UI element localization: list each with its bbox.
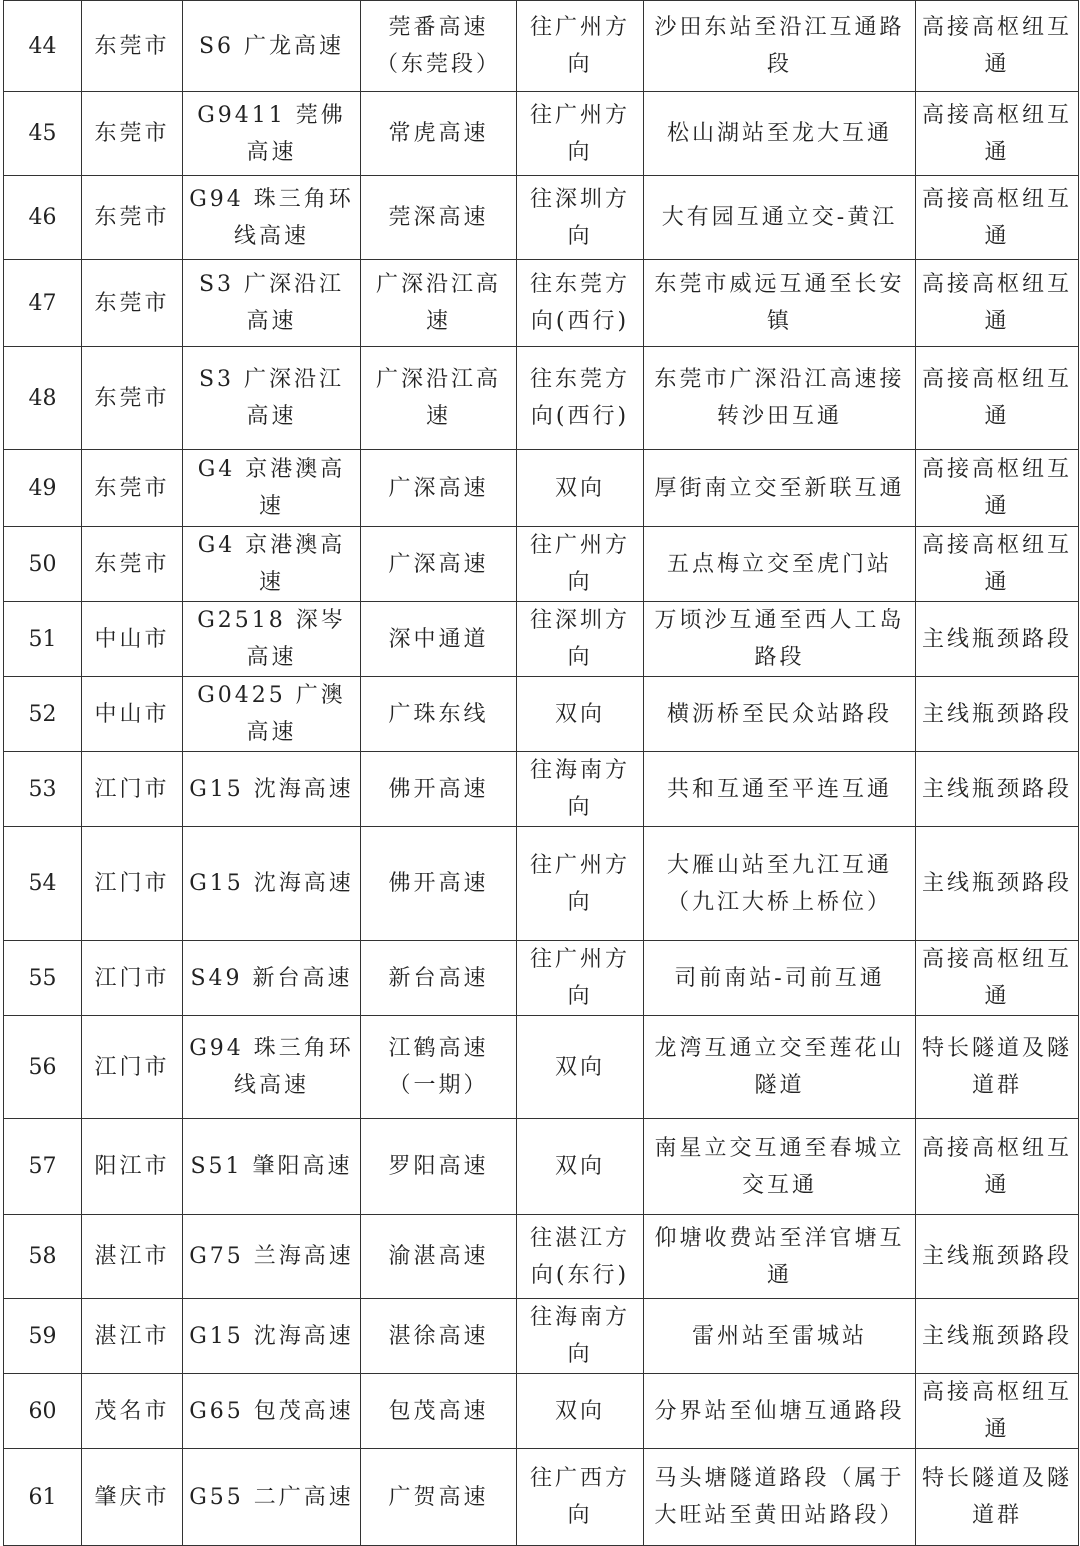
segment-name-cell: 莞番高速（东莞段） [361,1,517,92]
row-number-cell: 54 [4,827,82,941]
direction-cell: 双向 [517,1016,644,1119]
location-cell: 厚街南立交至新联互通 [644,450,916,527]
segment-name-cell: 广深高速 [361,450,517,527]
direction-cell: 往广州方向 [517,527,644,602]
route-cell: G94 珠三角环线高速 [183,1016,361,1119]
table-row [4,176,1079,260]
city-cell: 中山市 [82,602,183,677]
route-cell: G15 沈海高速 [183,827,361,941]
table-row [4,1215,1079,1299]
city-cell: 江门市 [82,941,183,1016]
route-cell: G2518 深岑高速 [183,602,361,677]
section-type-cell: 高接高枢纽互通 [916,1374,1079,1449]
route-cell: S3 广深沿江高速 [183,260,361,347]
segment-name-cell: 常虎高速 [361,92,517,176]
direction-cell: 往东莞方向(西行) [517,347,644,450]
table-row [4,602,1079,677]
direction-cell: 双向 [517,677,644,752]
segment-name-cell: 广深沿江高速 [361,347,517,450]
city-cell: 东莞市 [82,1,183,92]
route-cell: G94 珠三角环线高速 [183,176,361,260]
direction-cell: 往广西方向 [517,1449,644,1546]
table-row [4,1,1079,92]
section-type-cell: 高接高枢纽互通 [916,260,1079,347]
location-cell: 雷州站至雷城站 [644,1299,916,1374]
route-cell: G55 二广高速 [183,1449,361,1546]
section-type-cell: 高接高枢纽互通 [916,1,1079,92]
row-number-cell: 55 [4,941,82,1016]
location-cell: 万顷沙互通至西人工岛路段 [644,602,916,677]
row-number-cell: 59 [4,1299,82,1374]
route-cell: G15 沈海高速 [183,1299,361,1374]
table-row [4,1299,1079,1374]
segment-name-cell: 莞深高速 [361,176,517,260]
segment-name-cell: 广珠东线 [361,677,517,752]
section-type-cell: 高接高枢纽互通 [916,176,1079,260]
city-cell: 东莞市 [82,527,183,602]
section-type-cell: 主线瓶颈路段 [916,677,1079,752]
row-number-cell: 58 [4,1215,82,1299]
city-cell: 江门市 [82,752,183,827]
city-cell: 东莞市 [82,347,183,450]
direction-cell: 往海南方向 [517,752,644,827]
direction-cell: 往广州方向 [517,92,644,176]
row-number-cell: 61 [4,1449,82,1546]
segment-name-cell: 佛开高速 [361,752,517,827]
section-type-cell: 高接高枢纽互通 [916,450,1079,527]
direction-cell: 往湛江方向(东行) [517,1215,644,1299]
table-row [4,1374,1079,1449]
segment-name-cell: 佛开高速 [361,827,517,941]
section-type-cell: 特长隧道及隧道群 [916,1449,1079,1546]
row-number-cell: 53 [4,752,82,827]
location-cell: 大有园互通立交-黄江 [644,176,916,260]
direction-cell: 往海南方向 [517,1299,644,1374]
city-cell: 湛江市 [82,1215,183,1299]
location-cell: 龙湾互通立交至莲花山隧道 [644,1016,916,1119]
location-cell: 马头塘隧道路段（属于大旺站至黄田站路段） [644,1449,916,1546]
table-row [4,92,1079,176]
route-cell: S49 新台高速 [183,941,361,1016]
table-row [4,1449,1079,1546]
section-type-cell: 高接高枢纽互通 [916,941,1079,1016]
city-cell: 东莞市 [82,92,183,176]
section-type-cell: 主线瓶颈路段 [916,1215,1079,1299]
location-cell: 南星立交互通至春城立交互通 [644,1119,916,1215]
location-cell: 松山湖站至龙大互通 [644,92,916,176]
direction-cell: 往深圳方向 [517,176,644,260]
segment-name-cell: 广贺高速 [361,1449,517,1546]
location-cell: 仰塘收费站至洋官塘互通 [644,1215,916,1299]
table-row [4,752,1079,827]
route-cell: G4 京港澳高速 [183,527,361,602]
route-cell: G65 包茂高速 [183,1374,361,1449]
section-type-cell: 主线瓶颈路段 [916,827,1079,941]
section-type-cell: 高接高枢纽互通 [916,92,1079,176]
location-cell: 五点梅立交至虎门站 [644,527,916,602]
direction-cell: 双向 [517,450,644,527]
table-row [4,941,1079,1016]
table-row [4,347,1079,450]
section-type-cell: 特长隧道及隧道群 [916,1016,1079,1119]
section-type-cell: 主线瓶颈路段 [916,1299,1079,1374]
direction-cell: 往深圳方向 [517,602,644,677]
section-type-cell: 高接高枢纽互通 [916,347,1079,450]
row-number-cell: 45 [4,92,82,176]
table-row [4,450,1079,527]
table-row [4,677,1079,752]
route-cell: S3 广深沿江高速 [183,347,361,450]
location-cell: 司前南站-司前互通 [644,941,916,1016]
row-number-cell: 50 [4,527,82,602]
route-cell: G75 兰海高速 [183,1215,361,1299]
row-number-cell: 46 [4,176,82,260]
direction-cell: 双向 [517,1119,644,1215]
location-cell: 沙田东站至沿江互通路段 [644,1,916,92]
row-number-cell: 49 [4,450,82,527]
city-cell: 江门市 [82,827,183,941]
row-number-cell: 48 [4,347,82,450]
section-type-cell: 高接高枢纽互通 [916,527,1079,602]
row-number-cell: 57 [4,1119,82,1215]
route-cell: S6 广龙高速 [183,1,361,92]
direction-cell: 往广州方向 [517,1,644,92]
table-row [4,1119,1079,1215]
direction-cell: 双向 [517,1374,644,1449]
route-cell: S51 肇阳高速 [183,1119,361,1215]
section-type-cell: 主线瓶颈路段 [916,752,1079,827]
section-type-cell: 高接高枢纽互通 [916,1119,1079,1215]
city-cell: 肇庆市 [82,1449,183,1546]
direction-cell: 往广州方向 [517,941,644,1016]
location-cell: 横沥桥至民众站路段 [644,677,916,752]
table-row [4,827,1079,941]
segment-name-cell: 广深高速 [361,527,517,602]
location-cell: 东莞市威远互通至长安镇 [644,260,916,347]
location-cell: 共和互通至平连互通 [644,752,916,827]
segment-name-cell: 广深沿江高速 [361,260,517,347]
segment-name-cell: 包茂高速 [361,1374,517,1449]
table-row [4,260,1079,347]
route-cell: G0425 广澳高速 [183,677,361,752]
row-number-cell: 44 [4,1,82,92]
city-cell: 中山市 [82,677,183,752]
location-cell: 东莞市广深沿江高速接转沙田互通 [644,347,916,450]
row-number-cell: 51 [4,602,82,677]
city-cell: 东莞市 [82,176,183,260]
segment-name-cell: 深中通道 [361,602,517,677]
location-cell: 大雁山站至九江互通（九江大桥上桥位） [644,827,916,941]
segment-name-cell: 湛徐高速 [361,1299,517,1374]
direction-cell: 往东莞方向(西行) [517,260,644,347]
row-number-cell: 60 [4,1374,82,1449]
route-cell: G4 京港澳高速 [183,450,361,527]
city-cell: 阳江市 [82,1119,183,1215]
road-section-table [3,0,1079,1546]
table-body [4,1,1079,1546]
table-row [4,527,1079,602]
row-number-cell: 56 [4,1016,82,1119]
city-cell: 湛江市 [82,1299,183,1374]
segment-name-cell: 新台高速 [361,941,517,1016]
table-row [4,1016,1079,1119]
route-cell: G9411 莞佛高速 [183,92,361,176]
location-cell: 分界站至仙塘互通路段 [644,1374,916,1449]
city-cell: 东莞市 [82,260,183,347]
section-type-cell: 主线瓶颈路段 [916,602,1079,677]
row-number-cell: 47 [4,260,82,347]
direction-cell: 往广州方向 [517,827,644,941]
route-cell: G15 沈海高速 [183,752,361,827]
segment-name-cell: 江鹤高速（一期） [361,1016,517,1119]
segment-name-cell: 渝湛高速 [361,1215,517,1299]
city-cell: 东莞市 [82,450,183,527]
city-cell: 茂名市 [82,1374,183,1449]
row-number-cell: 52 [4,677,82,752]
segment-name-cell: 罗阳高速 [361,1119,517,1215]
city-cell: 江门市 [82,1016,183,1119]
